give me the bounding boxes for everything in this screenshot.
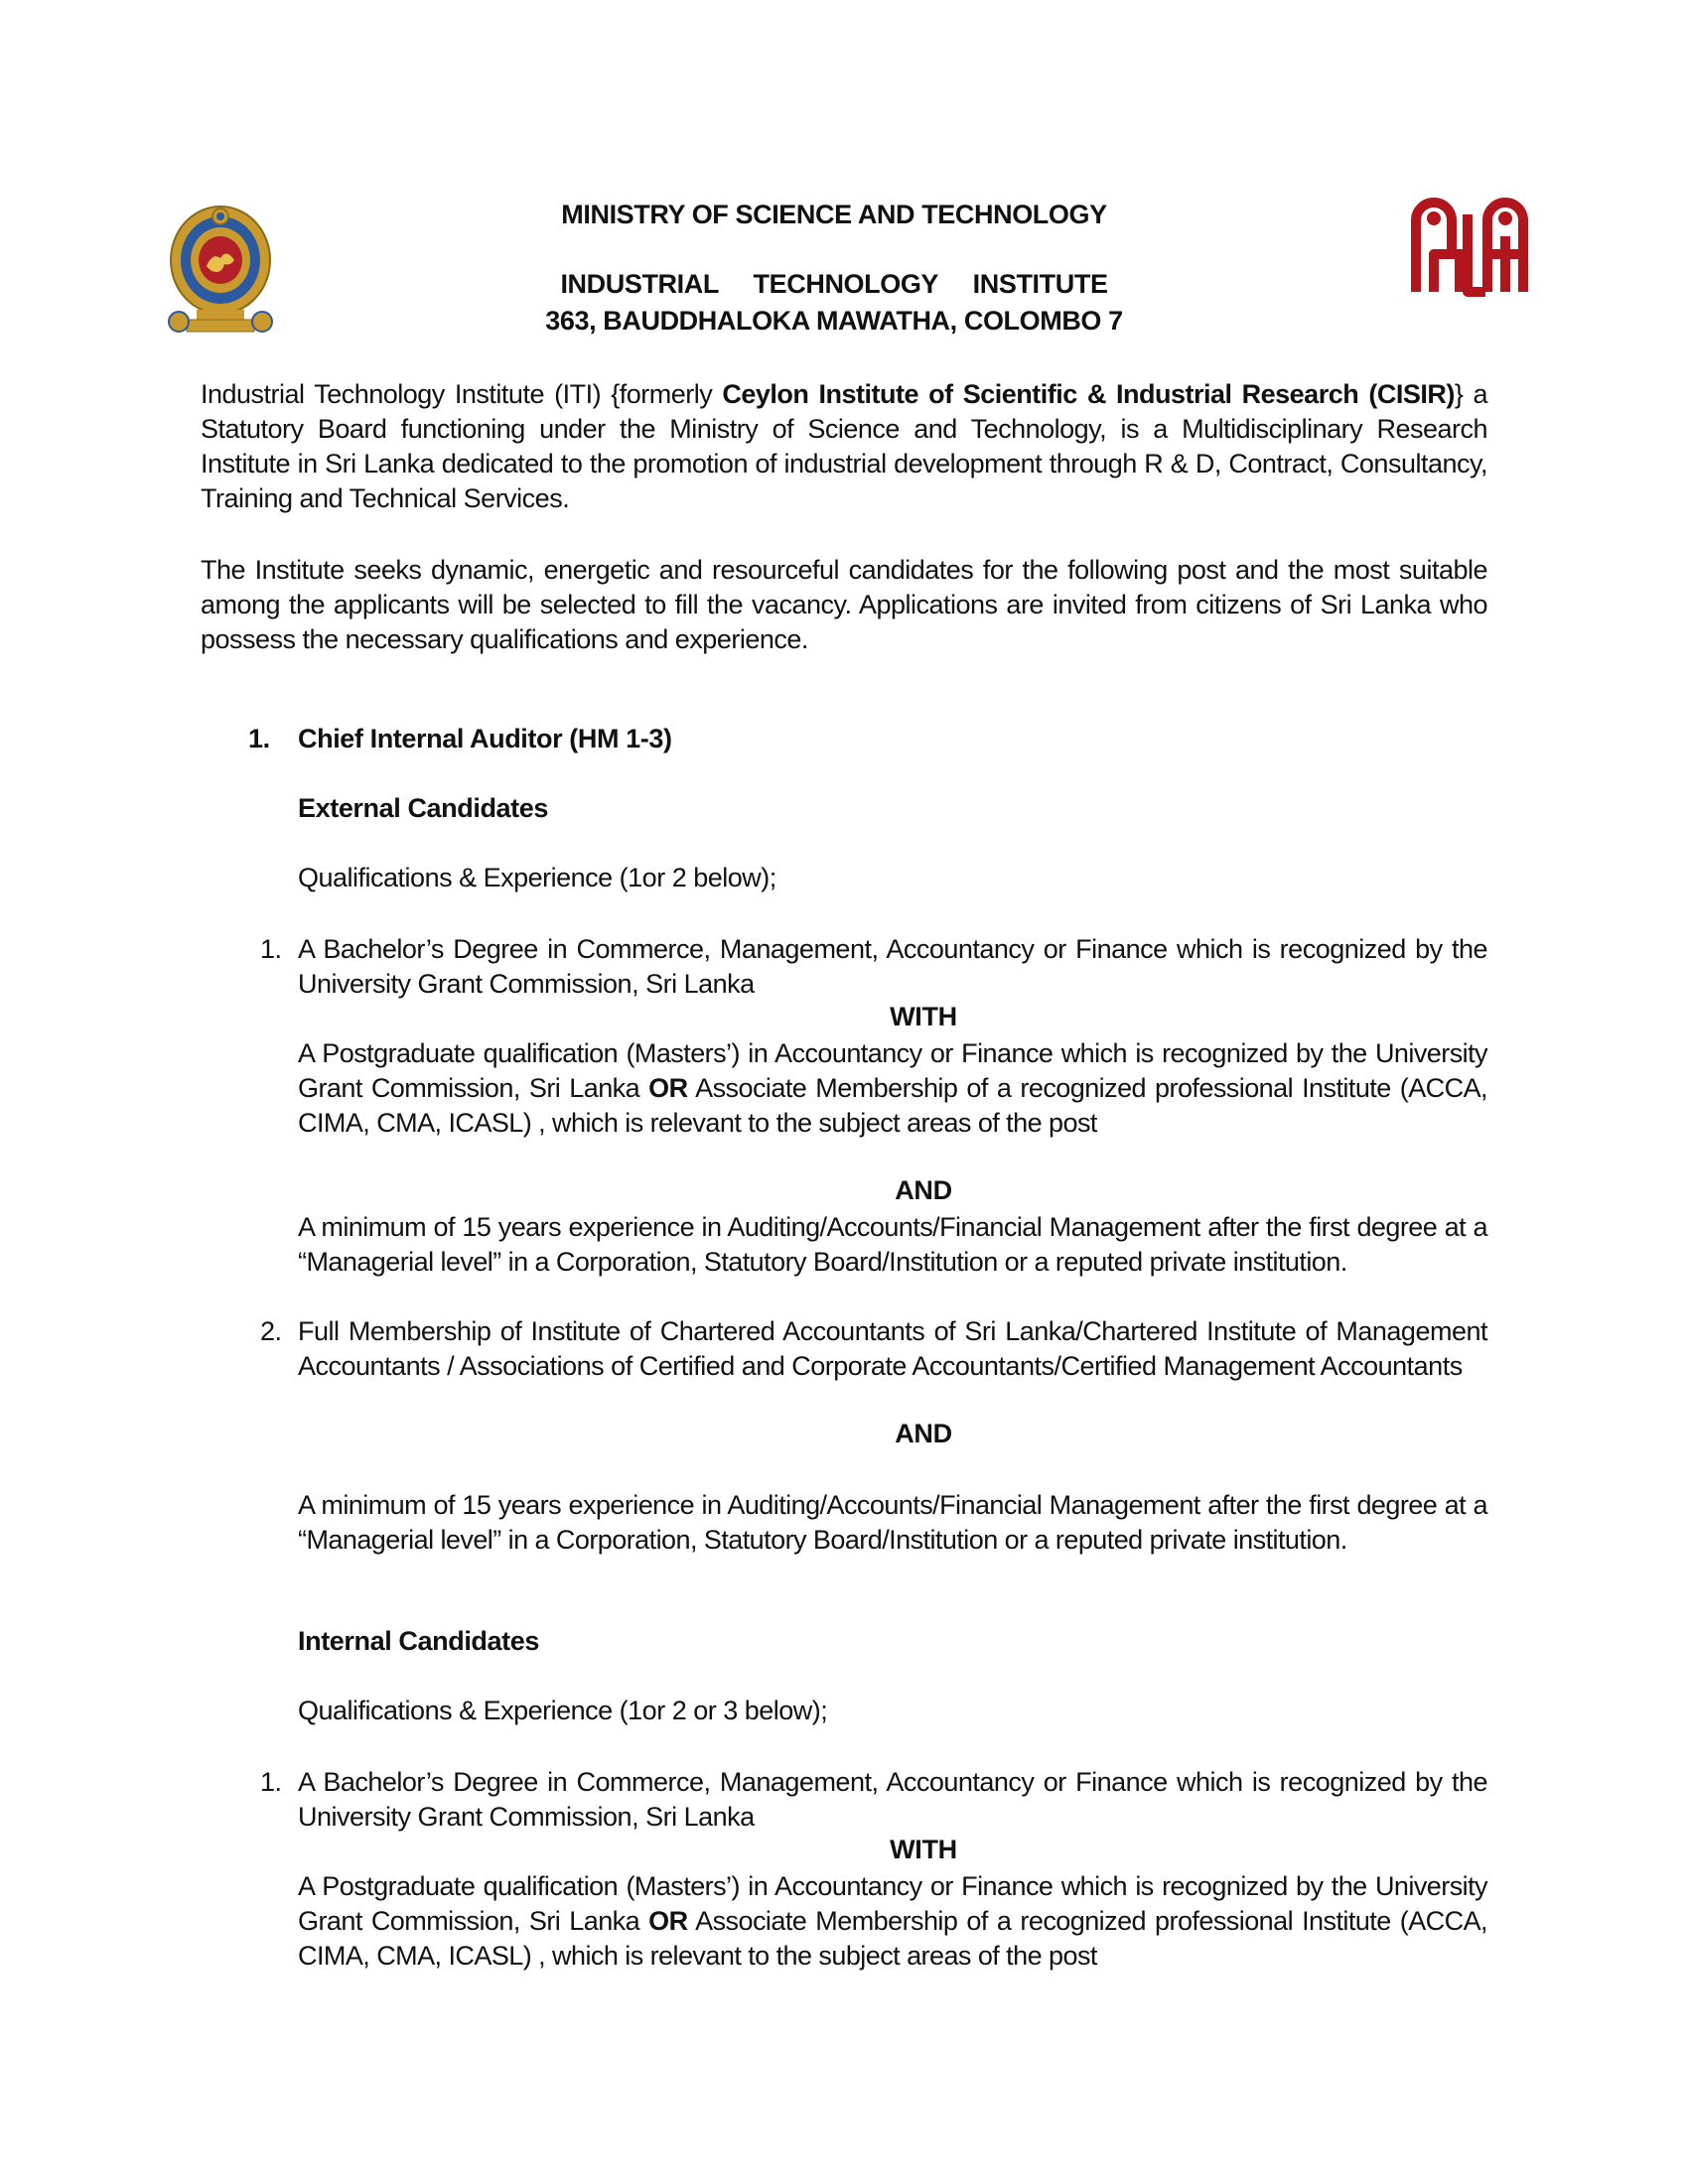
list-number: 2. (260, 1316, 282, 1346)
post-title-text: Chief Internal Auditor (HM 1-3) (298, 724, 672, 753)
and-label: AND (895, 1175, 952, 1205)
internal-candidates-heading: Internal Candidates (298, 1626, 539, 1656)
intro-text: Industrial Technology Institute (ITI) {formerly (201, 379, 723, 409)
list-item (260, 932, 1487, 1002)
iti-logo-icon (1408, 185, 1535, 298)
postgraduate-requirement (298, 1036, 1487, 1141)
pg-text-cont: Associate Membership of a recognized professional Institute (ACCA, CIMA, CMA, ICASL) , which is relevant to the subject areas of the post (298, 1073, 1487, 1138)
list-item-text: Full Membership of Institute of Chartered Accountants of Sri Lanka/Chartered Institute of Management Accountants / Associations of Certified and Corporate Accountants/Certified Management Accountants (298, 1316, 1487, 1381)
list-item (260, 1765, 1487, 1835)
post-title (248, 724, 672, 754)
and-label: AND (895, 1419, 952, 1448)
list-number: 1. (260, 934, 282, 964)
sri-lanka-emblem-icon (167, 203, 274, 341)
external-candidates-heading: External Candidates (298, 793, 548, 823)
experience-requirement: A minimum of 15 years experience in Auditing/Accounts/Financial Management after the first degree at a “Managerial level” in a Corporation, Statutory Board/Institution or a reputed private institution. (298, 1490, 1487, 1555)
list-item-text: A Bachelor’s Degree in Commerce, Management, Accountancy or Finance which is recognized by the University Grant Commission, Sri Lanka (298, 1767, 1487, 1832)
list-item (260, 1314, 1487, 1384)
vacancy-paragraph: The Institute seeks dynamic, energetic and resourceful candidates for the following post and the most suitable among the applicants will be selected to fill the vacancy. Applications are invited from citizens of Sri Lanka who possess the necessary qualifications and experience. (201, 555, 1487, 654)
list-number: 1. (260, 1767, 282, 1797)
external-qualifications-intro: Qualifications & Experience (1or 2 below); (298, 863, 776, 892)
internal-qualifications-intro: Qualifications & Experience (1or 2 or 3 below); (298, 1696, 828, 1725)
pg-text: A Postgraduate qualification (Masters’) in Accountancy or Finance which is recognized by the University Grant Commission, Sri Lanka (298, 1038, 1487, 1103)
pg-text: A Postgraduate qualification (Masters’) in Accountancy or Finance which is recognized by the University Grant Commission, Sri Lanka (298, 1871, 1487, 1936)
with-label: WITH (890, 1835, 957, 1864)
former-name: Ceylon Institute of Scientific & Industrial Research (CISIR) (722, 379, 1455, 409)
ministry-heading: MINISTRY OF SCIENCE AND TECHNOLOGY (561, 200, 1107, 229)
intro-text-cont: } a Statutory Board functioning under the Ministry of Science and Technology, is a Multidisciplinary Research Institute in Sri Lanka dedicated to the promotion of industrial development through R & D, Contract, Consultancy, Training and Technical Services. (201, 379, 1487, 513)
or-label: OR (648, 1073, 688, 1103)
institute-address: 363, BAUDDHALOKA MAWATHA, COLOMBO 7 (545, 306, 1123, 336)
postgraduate-requirement (298, 1869, 1487, 1974)
intro-paragraph (201, 377, 1487, 516)
pg-text-cont: Associate Membership of a recognized professional Institute (ACCA, CIMA, CMA, ICASL) , which is relevant to the subject areas of the post (298, 1906, 1487, 1971)
experience-requirement: A minimum of 15 years experience in Auditing/Accounts/Financial Management after the first degree at a “Managerial level” in a Corporation, Statutory Board/Institution or a reputed private institution. (298, 1212, 1487, 1277)
institute-heading: INDUSTRIAL TECHNOLOGY INSTITUTE (560, 269, 1108, 299)
post-number: 1. (248, 724, 270, 753)
list-item-text: A Bachelor’s Degree in Commerce, Management, Accountancy or Finance which is recognized by the University Grant Commission, Sri Lanka (298, 934, 1487, 999)
or-label: OR (648, 1906, 688, 1936)
with-label: WITH (890, 1002, 957, 1031)
